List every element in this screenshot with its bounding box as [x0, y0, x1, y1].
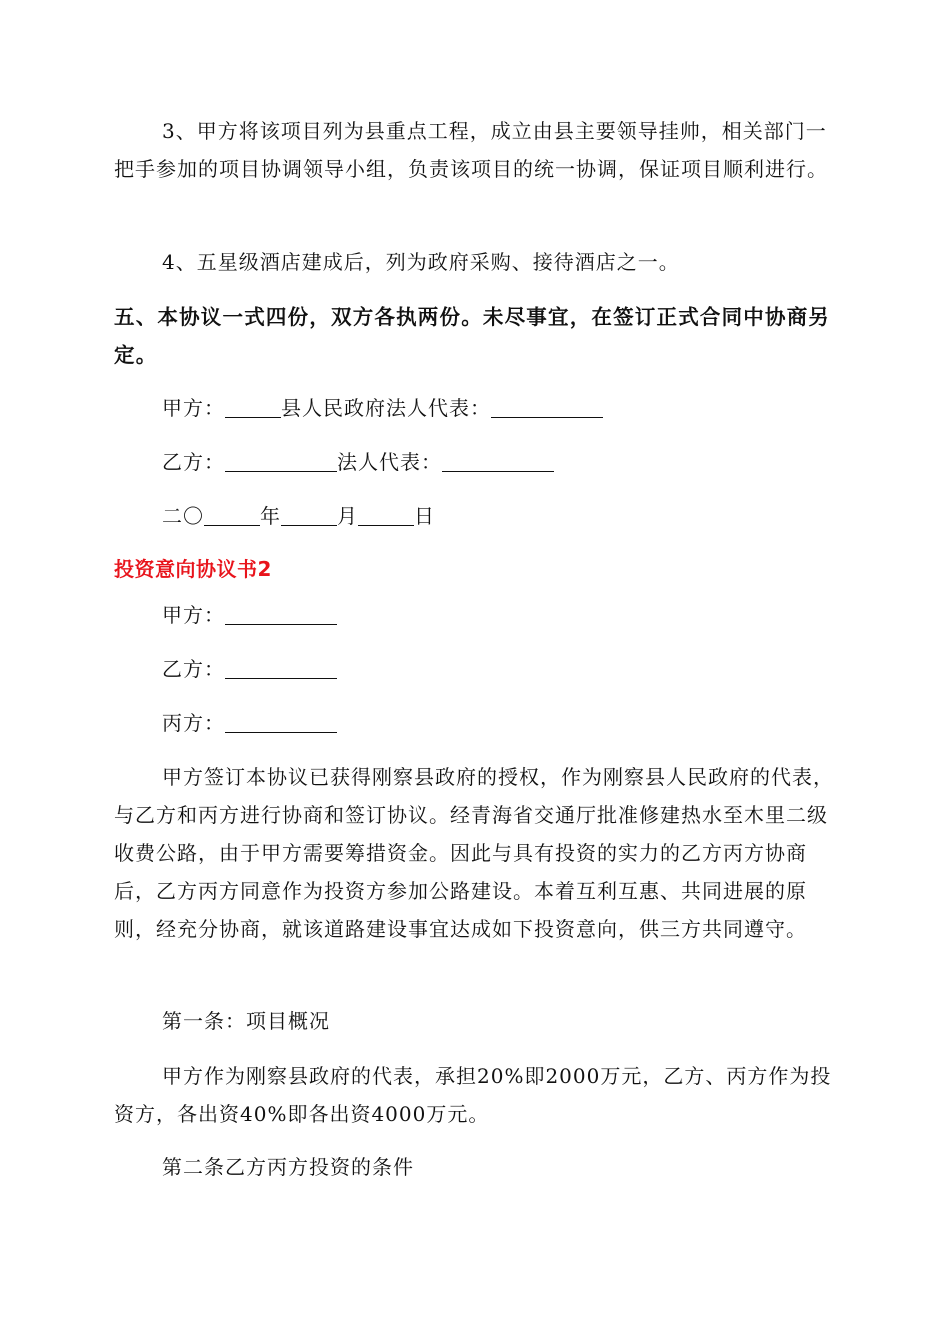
section-five-clause: 五、本协议一式四份，双方各执两份。未尽事宜，在签订正式合同中协商另定。: [114, 305, 831, 367]
article-1-title: 第一条：项目概况: [162, 1009, 330, 1033]
blank-county-name: [225, 395, 281, 418]
blank-party-a: [225, 602, 337, 625]
paragraph-item-4: 4、五星级酒店建成后，列为政府采购、接待酒店之一。: [162, 250, 680, 274]
blank-party-b: [225, 656, 337, 679]
paragraph-item-3: 3、甲方将该项目列为县重点工程，成立由县主要领导挂帅，相关部门一把手参加的项目协调领导小组，负责该项目的统一协调，保证项目顺利进行。: [114, 119, 828, 181]
party-a-line: [162, 598, 337, 632]
signature-b-label: 乙方：: [162, 450, 225, 474]
blank-representative-b: [442, 449, 554, 472]
date-day-label: 日: [414, 504, 435, 528]
signature-a-label: 甲方：: [162, 396, 225, 420]
party-c-label: 丙方：: [162, 711, 225, 735]
signature-line-party-b: [162, 445, 554, 479]
intro-paragraph: 甲方签订本协议已获得刚察县政府的授权，作为刚察县人民政府的代表，与乙方和丙方进行协商和签订协议。经青海省交通厅批准修建热水至木里二级收费公路，由于甲方需要筹措资金。因此与具有投资的实力的乙方丙方协商后，乙方丙方同意作为投资方参加公路建设。本着互利互惠、共同进展的原则，经充分协商，就该道路建设事宜达成如下投资意向，供三方共同遵守。: [114, 765, 834, 941]
blank-year: [204, 503, 260, 526]
article-1-body: 甲方作为刚察县政府的代表，承担20%即2000万元，乙方、丙方作为投资方，各出资40%即各出资4000万元。: [114, 1064, 832, 1126]
date-year-label: 年: [260, 504, 281, 528]
blank-representative-a: [491, 395, 603, 418]
document-heading-2: 投资意向协议书2: [114, 557, 272, 581]
blank-party-c: [225, 710, 337, 733]
party-a-label: 甲方：: [162, 603, 225, 627]
signature-b-representative-label: 法人代表：: [337, 450, 442, 474]
date-line: [162, 499, 435, 533]
article-2-title: 第二条乙方丙方投资的条件: [162, 1155, 414, 1179]
party-b-label: 乙方：: [162, 657, 225, 681]
blank-party-b-name: [225, 449, 337, 472]
signature-a-representative-label: 县人民政府法人代表：: [281, 396, 491, 420]
signature-line-party-a: [162, 391, 603, 425]
party-c-line: [162, 706, 337, 740]
blank-day: [358, 503, 414, 526]
party-b-line: [162, 652, 337, 686]
blank-month: [281, 503, 337, 526]
date-month-label: 月: [337, 504, 358, 528]
date-prefix: 二〇: [162, 504, 204, 528]
